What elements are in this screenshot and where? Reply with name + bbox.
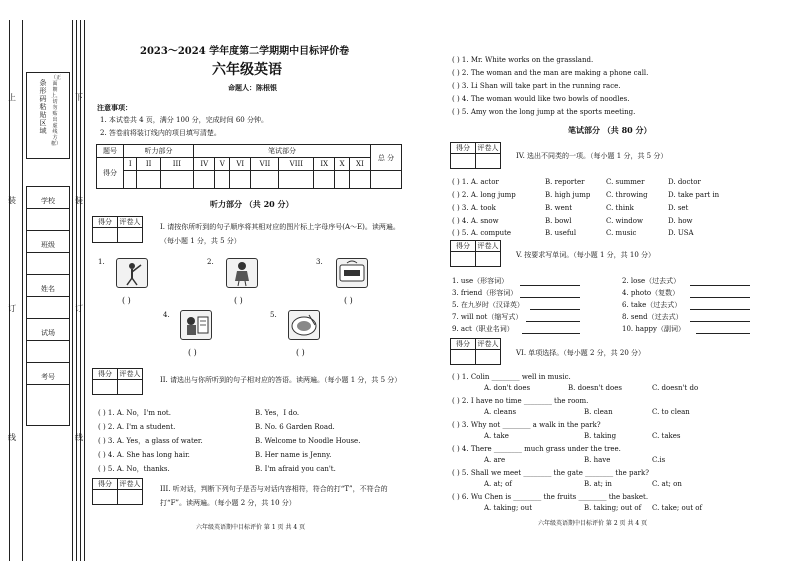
border-line	[22, 20, 23, 561]
q6-option: B. have	[584, 456, 611, 464]
scorebox-grader-cell[interactable]	[118, 490, 143, 505]
numeral-cell: III	[160, 158, 193, 171]
numeral-cell: I	[124, 158, 137, 171]
scorebox-score-cell[interactable]	[451, 252, 476, 267]
score-cell[interactable]	[349, 171, 370, 189]
q6-option: A. at; of	[484, 480, 512, 488]
score-table-listening: 听力部分	[124, 145, 194, 158]
binding-label-install: 装	[8, 196, 16, 205]
scorebox-score-label: 得分	[93, 479, 118, 490]
question-2-instruction: II. 请选出与你所听到的句子相对应的答语。读两遍。（每小题 1 分，共 5 分）	[160, 376, 402, 384]
scorebox-grader-label: 评卷人	[119, 370, 141, 378]
q5-answer-blank[interactable]	[690, 285, 750, 286]
question-1-instruction: I. 请按你所听到的句子顺序将其相对应的图片标上字母序号(A～E)。读两遍。（每小题 1 分，共 5 分）	[160, 223, 400, 245]
q4-item: ( ) 4. A. snow	[452, 217, 499, 225]
q6-option: A. don't does	[484, 384, 531, 392]
scorebox-q3	[92, 478, 143, 505]
q6-option: C. take; out of	[652, 504, 703, 512]
q6-option: A. are	[484, 456, 506, 464]
score-table-total: 总 分	[371, 145, 402, 171]
scorebox-score-cell[interactable]	[93, 380, 118, 395]
score-cell[interactable]	[124, 171, 137, 189]
q2-item-a: ( ) 4. A. She has long hair.	[98, 451, 190, 459]
scorebox-score-cell[interactable]	[451, 154, 476, 169]
numeral-cell: VII	[251, 158, 279, 171]
exam-number-field[interactable]	[26, 384, 70, 426]
q6-option: B. taking; out of	[584, 504, 642, 512]
q5-answer-blank[interactable]	[690, 297, 750, 298]
listening-section-title: 听力部分 （共 20 分）	[210, 199, 294, 209]
q3-item: ( ) 1. Mr. White works on the grassland.	[452, 56, 594, 64]
q4-item: ( ) 5. A. compute	[452, 229, 512, 237]
answer-paren-1[interactable]: ( )	[122, 296, 131, 305]
binding-label-top: 上	[8, 93, 16, 102]
q5-item: 8. send（过去式）	[622, 313, 683, 321]
numeral-cell: X	[335, 158, 349, 171]
q2-item-a: ( ) 5. A. No，thanks.	[98, 465, 170, 473]
q6-option: A. cleans	[484, 408, 517, 416]
q5-answer-blank[interactable]	[690, 321, 750, 322]
barcode-note: （正面朝上，切勿贴出虚线方框）	[51, 75, 62, 147]
score-cell[interactable]	[314, 171, 335, 189]
picture-1	[116, 258, 148, 288]
q2-item-a: ( ) 1. A. No，I'm not.	[98, 409, 171, 417]
q4-option: D. set	[668, 204, 689, 212]
question-3-instruction: III. 听对话，判断下列句子是否与对话内容相符，符合的打“T”，不符合的打“F”。读两遍。（每小题 2 分，共 10 分）	[160, 485, 388, 507]
scorebox-score-label: 得分	[451, 143, 476, 154]
q6-option: C. doesn't do	[652, 384, 699, 392]
q6-option: B. at; in	[584, 480, 612, 488]
score-cell[interactable]	[279, 171, 314, 189]
scorebox-grader-cell[interactable]	[476, 154, 501, 169]
q5-answer-blank[interactable]	[530, 309, 580, 310]
q6-option: B. clean	[584, 408, 613, 416]
picture-4	[180, 310, 212, 340]
numeral-cell: II	[137, 158, 160, 171]
numeral-cell: V	[215, 158, 230, 171]
score-cell[interactable]	[230, 171, 251, 189]
numeral-cell: IV	[194, 158, 215, 171]
border-line	[72, 20, 73, 561]
q5-item: 10. happy（副词）	[622, 325, 685, 333]
picture-5	[288, 310, 320, 340]
picture-3	[336, 258, 368, 288]
scorebox-grader-label: 评卷人	[119, 218, 141, 226]
numeral-cell: VIII	[279, 158, 314, 171]
pic-number-2: 2.	[207, 258, 214, 266]
q4-option: D. how	[668, 217, 693, 225]
binding-label-install-right: 装	[75, 196, 83, 205]
q6-option: C.is	[652, 456, 666, 464]
answer-paren-4[interactable]: ( )	[188, 348, 197, 357]
scorebox-score-label: 得分	[451, 339, 476, 350]
barcode-area	[26, 72, 70, 159]
scorebox-grader-label: 评卷人	[119, 480, 141, 488]
q4-option: D. USA	[668, 229, 694, 237]
score-cell[interactable]	[251, 171, 279, 189]
q4-item: ( ) 2. A. long jump	[452, 191, 516, 199]
pic-number-1: 1.	[98, 258, 105, 266]
question-6-instruction: VI. 单项选择。（每小题 2 分，共 20 分）	[516, 349, 646, 357]
q5-item: 7. will not（缩写式）	[452, 313, 523, 321]
numeral-cell: IX	[314, 158, 335, 171]
total-score-cell[interactable]	[371, 171, 402, 189]
scorebox-grader-label: 评卷人	[477, 340, 499, 348]
q4-option: B. high jump	[545, 191, 591, 199]
q4-option: B. useful	[545, 229, 577, 237]
name-field[interactable]	[26, 296, 70, 320]
score-table-col-label: 题号	[97, 145, 124, 158]
q5-item: 5. 在九岁时（汉译英）	[452, 301, 524, 309]
q2-item-b: B. Yes，I do.	[255, 409, 300, 417]
q2-item-b: B. Her name is Jenny.	[255, 451, 332, 459]
scorebox-q6	[450, 338, 501, 365]
scorebox-grader-cell[interactable]	[118, 380, 143, 395]
q6-option: C. takes	[652, 432, 681, 440]
q2-item-b: B. I'm afraid you can't.	[255, 465, 336, 473]
scorebox-score-cell[interactable]	[93, 490, 118, 505]
q2-item-a: ( ) 2. A. I'm a student.	[98, 423, 176, 431]
q6-question: ( ) 1. Colin ________ well in music.	[452, 373, 571, 381]
q5-answer-blank[interactable]	[520, 297, 580, 298]
score-cell[interactable]	[160, 171, 193, 189]
note-item-1: 1. 本试卷共 4 页，满分 100 分，完成时间 60 分钟。	[100, 116, 268, 124]
q6-option: C. at; on	[652, 480, 682, 488]
scorebox-score-label: 得分	[93, 217, 118, 228]
dancing-girl-icon	[227, 259, 257, 287]
q5-answer-blank[interactable]	[520, 285, 580, 286]
writing-child-icon	[181, 311, 211, 339]
question-4-instruction: IV. 选出不同类的一项。（每小题 1 分，共 5 分）	[516, 152, 668, 160]
q6-option: B. doesn't does	[568, 384, 622, 392]
score-cell[interactable]	[335, 171, 349, 189]
scorebox-grader-label: 评卷人	[477, 242, 499, 250]
footer-page-1: 六年级英语期中目标评价 第 1 页 共 4 页	[196, 524, 306, 531]
q6-option: B. taking	[584, 432, 617, 440]
binding-label-line: 线	[8, 433, 16, 442]
q3-item: ( ) 5. Amy won the long jump at the sports meeting.	[452, 108, 636, 116]
email-screen-icon	[337, 259, 367, 287]
scorebox-score-label: 得分	[93, 369, 118, 380]
footer-page-2: 六年级英语期中目标评价 第 2 页 共 4 页	[538, 520, 648, 527]
q5-answer-blank[interactable]	[696, 333, 750, 334]
binding-label-bind: 订	[8, 304, 16, 313]
q6-question: ( ) 5. Shall we meet ________ the gate ________ the park?	[452, 469, 649, 477]
noodle-bowl-icon	[289, 311, 319, 339]
score-cell[interactable]	[215, 171, 230, 189]
pic-number-3: 3.	[316, 258, 323, 266]
binding-label-line-right: 线	[75, 433, 83, 442]
q4-option: D. doctor	[668, 178, 701, 186]
q4-option: C. summer	[606, 178, 645, 186]
class-label: 班级	[41, 241, 55, 249]
binding-label-bottom: 下	[75, 93, 83, 102]
q5-answer-blank[interactable]	[522, 333, 580, 334]
school-field[interactable]	[26, 208, 70, 232]
subject-title: 六年级英语	[212, 62, 282, 78]
q6-question: ( ) 2. I have no time ________ the room.	[452, 397, 589, 405]
q5-item: 6. take（过去式）	[622, 301, 682, 309]
q4-option: C. window	[606, 217, 643, 225]
q2-item-a: ( ) 3. A. Yes，a glass of water.	[98, 437, 203, 445]
border-line	[84, 20, 85, 561]
q5-item: 4. photo（复数）	[622, 289, 680, 297]
q3-item: ( ) 2. The woman and the man are making a phone call.	[452, 69, 649, 77]
scorebox-q1	[92, 216, 143, 243]
name-label: 姓名	[41, 285, 55, 293]
q6-option: C. to clean	[652, 408, 690, 416]
answer-paren-2[interactable]: ( )	[234, 296, 243, 305]
scorebox-score-label: 得分	[451, 241, 476, 252]
q6-option: A. taking; out	[484, 504, 533, 512]
q5-item: 3. friend（形容词）	[452, 289, 518, 297]
q4-option: D. take part in	[668, 191, 720, 199]
q4-option: B. went	[545, 204, 573, 212]
scorebox-q4	[450, 142, 501, 169]
class-field[interactable]	[26, 252, 70, 276]
scorebox-q5	[450, 240, 501, 267]
note-item-2: 2. 答卷前将装订线内的项目填写清楚。	[100, 129, 221, 137]
badminton-player-icon	[117, 259, 147, 287]
q2-item-b: B. No. 6 Garden Road.	[255, 423, 335, 431]
exam-number-label: 考号	[41, 373, 55, 381]
q6-option: A. take	[484, 432, 509, 440]
score-cell[interactable]	[137, 171, 160, 189]
q3-item: ( ) 4. The woman would like two bowls of noodles.	[452, 95, 630, 103]
answer-paren-3[interactable]: ( )	[344, 296, 353, 305]
q5-answer-blank[interactable]	[690, 309, 750, 310]
q6-question: ( ) 4. There ________ much grass under the tree.	[452, 445, 621, 453]
scorebox-score-cell[interactable]	[93, 228, 118, 243]
scorebox-grader-cell[interactable]	[118, 228, 143, 243]
q4-item: ( ) 3. A. took	[452, 204, 496, 212]
q5-item: 9. act（职业名词）	[452, 325, 514, 333]
barcode-title: 条形码粘贴区域	[39, 79, 47, 135]
scorebox-score-cell[interactable]	[451, 350, 476, 365]
question-5-instruction: V. 按要求写单词。（每小题 1 分，共 10 分）	[516, 251, 656, 259]
picture-2	[226, 258, 258, 288]
pic-number-4: 4.	[163, 311, 170, 319]
author-line: 命题人：陈根银	[228, 83, 277, 92]
answer-paren-5[interactable]: ( )	[296, 348, 305, 357]
school-label: 学校	[41, 197, 55, 205]
q4-option: B. reporter	[545, 178, 585, 186]
numeral-cell: XI	[349, 158, 370, 171]
scorebox-grader-cell[interactable]	[476, 252, 501, 267]
notes-heading: 注意事项：	[97, 103, 132, 112]
pic-number-5: 5.	[270, 311, 277, 319]
q5-answer-blank[interactable]	[526, 321, 580, 322]
q3-item: ( ) 3. Li Shan will take part in the running race.	[452, 82, 621, 90]
binding-label-bind-right: 订	[75, 304, 83, 313]
q5-item: 2. lose（过去式）	[622, 277, 681, 285]
q4-option: B. bowl	[545, 217, 572, 225]
scorebox-grader-label: 评卷人	[477, 144, 499, 152]
exam-title: 2023～2024 学年度第二学期期中目标评价卷	[140, 46, 350, 57]
q4-option: C. music	[606, 229, 637, 237]
scorebox-q2	[92, 368, 143, 395]
q2-item-b: B. Welcome to Noodle House.	[255, 437, 361, 445]
written-section-title: 笔试部分 （共 80 分）	[568, 125, 652, 135]
scorebox-grader-cell[interactable]	[476, 350, 501, 365]
q4-item: ( ) 1. A. actor	[452, 178, 499, 186]
room-field[interactable]	[26, 340, 70, 364]
score-table	[96, 144, 402, 189]
numeral-cell: VI	[230, 158, 251, 171]
q6-question: ( ) 3. Why not ________ a walk in the park?	[452, 421, 601, 429]
q4-option: C. think	[606, 204, 634, 212]
q6-question: ( ) 6. Wu Chen is ________ the fruits ________ the basket.	[452, 493, 649, 501]
room-label: 试场	[41, 329, 55, 337]
score-cell[interactable]	[194, 171, 215, 189]
q5-item: 1. use（形容词）	[452, 277, 509, 285]
score-table-written: 笔试部分	[194, 145, 371, 158]
score-table-row-label: 得分	[97, 158, 124, 189]
q4-option: C. throwing	[606, 191, 648, 199]
